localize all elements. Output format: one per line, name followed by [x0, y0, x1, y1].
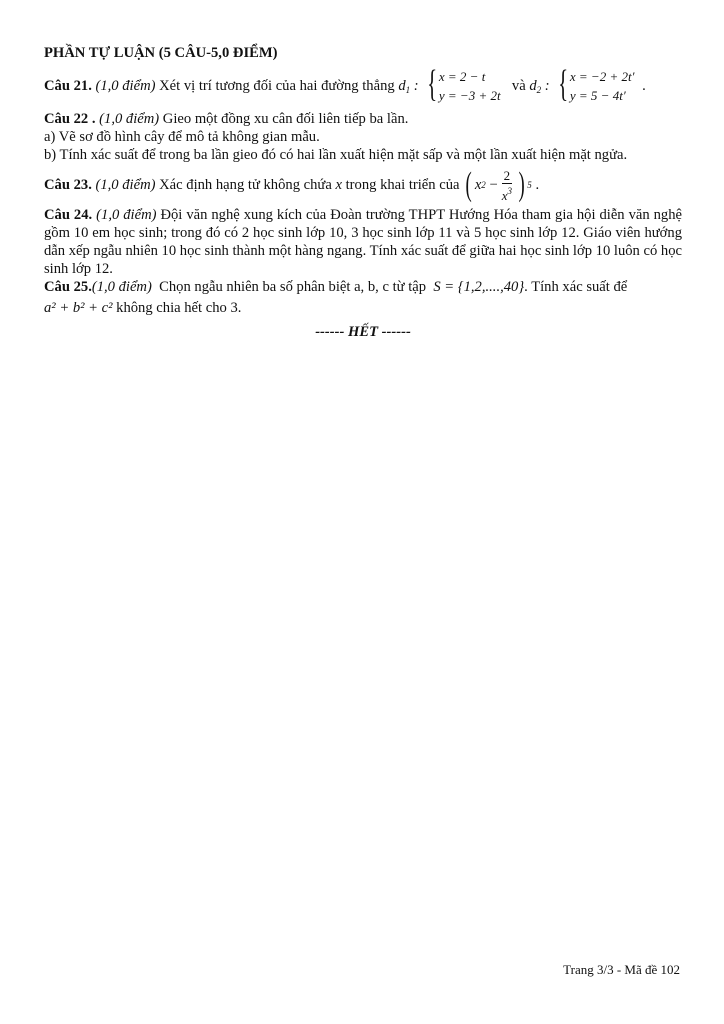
page-footer: Trang 3/3 - Mã đề 102 — [563, 962, 680, 977]
q25-text2: . Tính xác suất để — [524, 279, 628, 295]
d2-system: { x = −2 + 2t′ y = 5 − 4t′ — [557, 63, 635, 105]
d1-system: { x = 2 − t y = −3 + 2t — [426, 63, 501, 105]
d2-label: $d_2$ : — [529, 77, 550, 95]
q22-label: Câu 22 . — [44, 111, 96, 127]
q23-expression: ( x 2 − $\frac{2}{x^3}$ ) 5 — [466, 166, 532, 203]
q25-expr: a² + b² + c² — [44, 299, 113, 316]
section-title: PHẦN TỰ LUẬN (5 CÂU-5,0 ĐIỂM) — [44, 45, 278, 61]
q22-text: Gieo một đồng xu cân đối liên tiếp ba lần. — [162, 111, 409, 127]
q23-text-after: trong khai triển của — [345, 176, 460, 193]
exam-page — [44, 42, 682, 342]
q21-label: Câu 21. — [44, 77, 92, 94]
q25-line-2 — [44, 296, 682, 320]
question-21 — [44, 63, 682, 106]
q25-points: (1,0 điểm) — [91, 279, 152, 295]
q25-text3: không chia hết cho 3. — [116, 299, 242, 316]
q23-text-before: Xác định hạng tử không chứa — [159, 176, 332, 193]
question-22 — [44, 110, 682, 128]
q23-end: . — [535, 176, 540, 193]
question-25 — [44, 278, 682, 296]
q21-text: Xét vị trí tương đối của hai đường thẳng — [159, 77, 395, 94]
q21-end: . — [642, 77, 646, 94]
q22-part-b: b) Tính xác suất để trong ba lần gieo đó có hai lần xuất hiện mặt sấp và một lần xuất hiện mặt ngửa. — [44, 147, 628, 163]
q22-part-a: a) Vẽ sơ đồ hình cây để mô tả không gian mẫu. — [44, 129, 320, 145]
q21-and: và — [511, 77, 526, 94]
q25-set: S = {1,2,....,40} — [433, 279, 525, 295]
q21-points: (1,0 điểm) — [95, 77, 156, 94]
q23-var: x — [335, 176, 342, 193]
q24-text: Đội văn nghệ xung kích của Đoàn trường THPT Hướng Hóa tham gia hội diễn văn nghệ gồm 10 em học sinh; trong đó có 2 học sinh lớp 10, 3 học sinh lớp 11 và 5 học sinh lớp 12. Giáo viên hướng dẫn xếp ngẫu nhiên 10 học sinh thành một hàng ngang. Tính xác suất để giữa hai học sinh lớp 10 luôn có học sinh lớp 12. — [44, 207, 682, 277]
q23-label: Câu 23. — [44, 176, 92, 193]
q22-points: (1,0 điểm) — [99, 111, 160, 127]
q23-points: (1,0 điểm) — [95, 176, 156, 193]
q25-text: Chọn ngẫu nhiên ba số phân biệt a, b, c từ tập — [159, 279, 427, 295]
q24-label: Câu 24. — [44, 207, 93, 223]
question-24 — [44, 206, 682, 278]
d2-line-2: y = 5 − 4t′ — [569, 88, 626, 103]
d1-line-1: x = 2 − t — [438, 69, 486, 84]
d1-line-2: y = −3 + 2t — [438, 88, 501, 103]
question-23 — [44, 164, 682, 206]
d2-line-1: x = −2 + 2t′ — [569, 69, 635, 84]
end-mark: ------ HẾT ------ — [315, 324, 411, 340]
q24-points: (1,0 điểm) — [96, 207, 157, 223]
d1-label: $d_1$ : — [398, 77, 419, 95]
q25-label: Câu 25. — [44, 279, 92, 295]
